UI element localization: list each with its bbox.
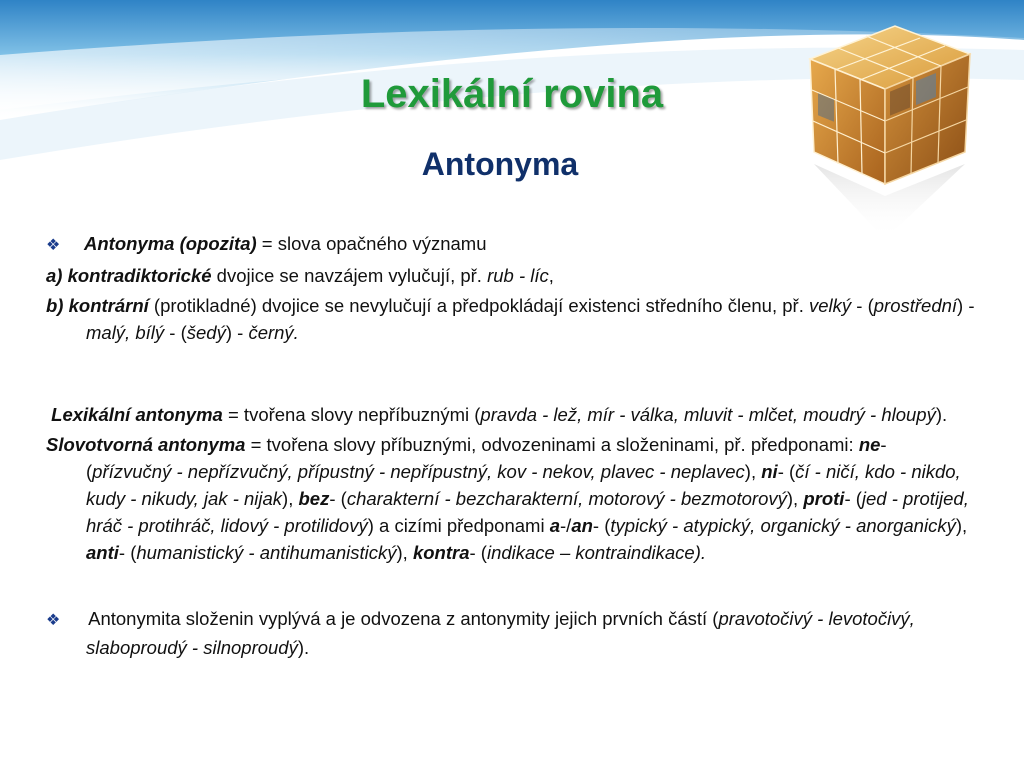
slide-title: Lexikální rovina (360, 72, 664, 116)
text-segment: - ( (469, 542, 487, 563)
spacer (46, 569, 976, 605)
prefix: proti (803, 488, 845, 509)
text-segment: = tvořena slovy příbuznými, odvozeninami a složeninami, př. předponami: (245, 434, 859, 455)
prefix: an (571, 515, 593, 536)
prefix: ni (761, 461, 778, 482)
example: malý, bílý (86, 322, 165, 343)
text-segment: - ( (86, 434, 887, 482)
prefix: kontra (412, 542, 470, 563)
example: pravotočivý - levotočivý, slaboproudý - silnoproudý (86, 608, 915, 658)
text-segment: ), (282, 488, 299, 509)
term-kontrarni: b) kontrární (46, 295, 149, 316)
text-segment: -/ (560, 515, 572, 536)
text-segment: ), (396, 542, 413, 563)
term-kontradiktoricke: a) kontradiktorické (46, 265, 212, 286)
text-segment: - ( (329, 488, 347, 509)
text-segment: = tvořena slovy nepříbuznými ( (222, 404, 481, 425)
text-segment: - ( (118, 542, 137, 563)
example: pravda - lež, mír - válka, mluvit - mlčet, moudrý - hloupý (480, 404, 936, 425)
example: velký (808, 295, 852, 316)
text-segment: Antonymita složenin vyplývá a je odvozena z antonymity jejich prvních částí ( (84, 608, 719, 629)
prefix: anti (86, 542, 119, 563)
diamond-bullet-icon: ❖ (46, 237, 61, 254)
text-segment: ) - (957, 295, 975, 316)
term-slovotvorna-antonyma: Slovotvorná antonyma (46, 434, 246, 455)
text-segment: , (548, 265, 554, 286)
text-segment: ), (955, 515, 968, 536)
lexical-antonyms-paragraph (46, 401, 976, 428)
text-segment: ) a cizími předponami (367, 515, 550, 536)
example: rub - líc (487, 265, 549, 286)
slide-body (46, 230, 976, 664)
example: prostřední (873, 295, 958, 316)
diamond-bullet-icon: ❖ (46, 612, 61, 629)
example: typický - atypický, organický - anorganický (610, 515, 956, 536)
definition-paragraph (46, 230, 976, 259)
spacer (46, 349, 976, 401)
prefix: ne (858, 434, 881, 455)
compound-antonymy-paragraph (46, 605, 976, 661)
example: humanistický - antihumanistický (136, 542, 397, 563)
text-segment: ). (297, 637, 310, 658)
prefix: a (549, 515, 560, 536)
text-segment: ), (744, 461, 762, 482)
example: charakterní - bezcharakterní, motorový - bezmotorový (346, 488, 787, 509)
text-segment: ), (786, 488, 804, 509)
example: přízvučný - nepřízvučný, přípustný - nepřípustný, kov - nekov, plavec - neplavec (92, 461, 745, 482)
example: šedý (186, 322, 226, 343)
text-segment: - ( (164, 322, 187, 343)
text-segment: dvojice se navzájem vylučují, př. (211, 265, 488, 286)
term-lexikalni-antonyma: Lexikální antonyma (51, 404, 223, 425)
text-segment: - ( (844, 488, 862, 509)
example: černý. (248, 322, 299, 343)
text-segment: ) - (225, 322, 249, 343)
photo-cube-icon (800, 14, 990, 244)
prefix: bez (298, 488, 330, 509)
example: indikace – kontraindikace). (486, 542, 706, 563)
definition-text: = slova opačného významu (256, 233, 487, 254)
example: čí - ničí, kdo - nikdo, kudy - nikudy, jak - nijak (86, 461, 961, 509)
text-segment: - ( (777, 461, 796, 482)
contrary-paragraph (46, 292, 976, 346)
text-segment: (protikladné) dvojice se nevylučují a předpokládají existenci středního členu, př. (148, 295, 809, 316)
example: jed - protijed, hráč - protihráč, lidový - protilidový (86, 488, 969, 536)
text-segment: ). (935, 404, 948, 425)
term-antonyma: Antonyma (opozita) (84, 233, 257, 254)
text-segment: - ( (592, 515, 611, 536)
contradictory-paragraph (46, 262, 976, 289)
slide-subtitle: Antonyma (421, 146, 579, 182)
text-segment: - ( (851, 295, 874, 316)
word-formation-antonyms-paragraph (46, 431, 976, 566)
